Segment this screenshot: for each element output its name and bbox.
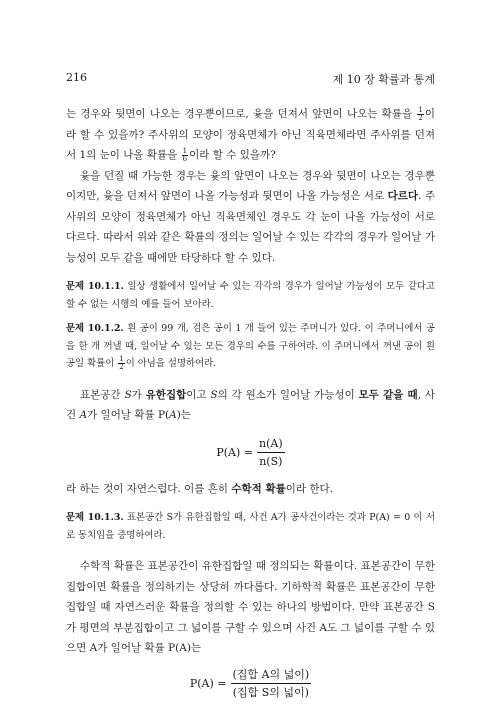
problem-label: 문제 10.1.2. xyxy=(66,323,124,334)
emphasis-text: 수학적 확률 xyxy=(231,482,286,495)
equation-geometric-probability xyxy=(66,667,435,700)
paragraph-4 xyxy=(66,479,435,500)
fraction-numerator: n(A) xyxy=(257,436,285,453)
fraction-numerator: 1 xyxy=(182,146,188,155)
text-span: 라 하는 것이 자연스럽다. 이를 흔히 xyxy=(66,482,232,495)
problem-10-1-1 xyxy=(66,278,435,313)
page-number: 216 xyxy=(66,71,87,84)
fraction-one-half xyxy=(417,107,423,122)
page-header xyxy=(66,71,435,87)
emphasis-text: 모두 같을 때 xyxy=(358,388,418,401)
page-body xyxy=(66,104,435,700)
fraction-denominator: 2 xyxy=(418,113,423,122)
emphasis-text: 유한집합 xyxy=(145,388,187,401)
paragraph-2 xyxy=(66,166,435,269)
text-span: 이라 한다. xyxy=(285,482,333,495)
emphasis-text: 다르다 xyxy=(387,190,419,202)
problem-text: 흰 공이 99 개, 검은 공이 1 개 들어 있는 주머니가 있다. 이 주머니에서 공을 한 개 꺼낼 때, 일어날 수 있는 모든 경우의 수를 구하여라. 이 주머니에서 꺼낸 공이 흰 공일 확률이 xyxy=(66,323,435,369)
fraction-numerator: (집합 A의 넓이) xyxy=(231,667,312,684)
problem-10-1-3 xyxy=(66,509,435,544)
math-symbol: A xyxy=(169,409,177,421)
problem-text: 일상 생활에서 일어날 수 있는 각각의 경우가 일어날 가능성이 모두 같다고 할 수 없는 시행의 예를 들어 보아라. xyxy=(66,281,435,310)
equation-lhs: P(A) = xyxy=(216,445,254,459)
paragraph-1 xyxy=(66,104,435,166)
paragraph-5 xyxy=(66,556,435,659)
paragraph-3 xyxy=(66,385,435,426)
fraction-denominator: (집합 S의 넓이) xyxy=(232,685,309,699)
text-span: 수학적 확률은 표본공간이 유한집합일 때 정의되는 확률이다. 표본공간이 무한집합이면 확률을 정의하기는 상당히 까다롭다. 기하학적 확률은 표본공간이 무한집합일 때 자연스러운 확률을 정의할 수 있는 하나의 방법이다. 만약 표본공간 S가 평면의 부분집합이고 그 넓이를 구할 수 있으며 사건 A도 그 넓이를 구할 수 있으면 A가 일어날 확률 P(A)는 xyxy=(66,560,435,654)
math-symbol: A xyxy=(79,409,88,421)
text-span: 가 일어날 확률 P( xyxy=(87,409,170,421)
text-span: 이고 xyxy=(186,388,211,401)
problem-label: 문제 10.1.1. xyxy=(66,281,124,292)
chapter-title: 제 10 장 확률과 통계 xyxy=(332,73,435,86)
text-span: . 주사위의 모양이 정육면체가 아닌 직육면체인 경우도 각 눈이 나올 가능성이 서로 다르다. 따라서 위와 같은 확률의 정의는 일어날 수 있는 각각의 경우가 일어날 가능성이 모두 같을 때에만 타당하다 할 수 있다. xyxy=(66,190,435,264)
fraction-numerator: 1 xyxy=(119,355,124,363)
text-span: 는 경우와 뒷면이 나오는 경우뿐이므로, 윷을 던져서 앞면이 나오는 확률을 xyxy=(66,108,413,120)
text-span: , 사건 xyxy=(66,388,436,421)
equation-fraction xyxy=(231,667,312,700)
fraction-denominator: n(S) xyxy=(259,454,283,468)
math-symbol: S xyxy=(124,388,132,401)
fraction-denominator: 2 xyxy=(119,363,124,371)
equation-lhs: P(A) = xyxy=(189,676,227,690)
problem-text: 이 아님을 설명하여라. xyxy=(125,358,217,369)
problem-10-1-2 xyxy=(66,320,435,373)
math-symbol: S xyxy=(210,388,218,401)
problem-label: 문제 10.1.3. xyxy=(66,512,124,523)
text-span: )는 xyxy=(176,409,191,421)
text-span: 이라 할 수 있을까? xyxy=(189,149,276,161)
fraction-one-sixth xyxy=(182,148,188,163)
fraction-denominator: 6 xyxy=(182,154,188,163)
fraction-one-half xyxy=(118,356,124,371)
equation-fraction xyxy=(257,436,285,469)
text-span: 이라 할 수 있을까? 주사위의 모양이 정육면체가 아닌 직육면체라면 주사위를 던져서 1의 눈이 나올 확률을 xyxy=(66,108,435,161)
text-span: 가 xyxy=(131,388,146,401)
text-span: 표본공간 xyxy=(80,388,125,401)
fraction-numerator: 1 xyxy=(418,105,423,114)
equation-mathematical-probability xyxy=(66,436,435,469)
text-span: 윷을 던질 때 가능한 경우는 윷의 앞면이 나오는 경우와 뒷면이 나오는 경우뿐이지만, 윷을 던져서 앞면이 나올 가능성과 뒷면이 나올 가능성은 서로 xyxy=(66,169,435,202)
text-span: 의 각 원소가 일어날 가능성이 xyxy=(217,388,359,401)
problem-text: 표본공간 S가 유한집합일 때, 사건 A가 공사건이라는 것과 P(A) = 0 이 서로 동치임을 증명하여라. xyxy=(66,512,435,541)
